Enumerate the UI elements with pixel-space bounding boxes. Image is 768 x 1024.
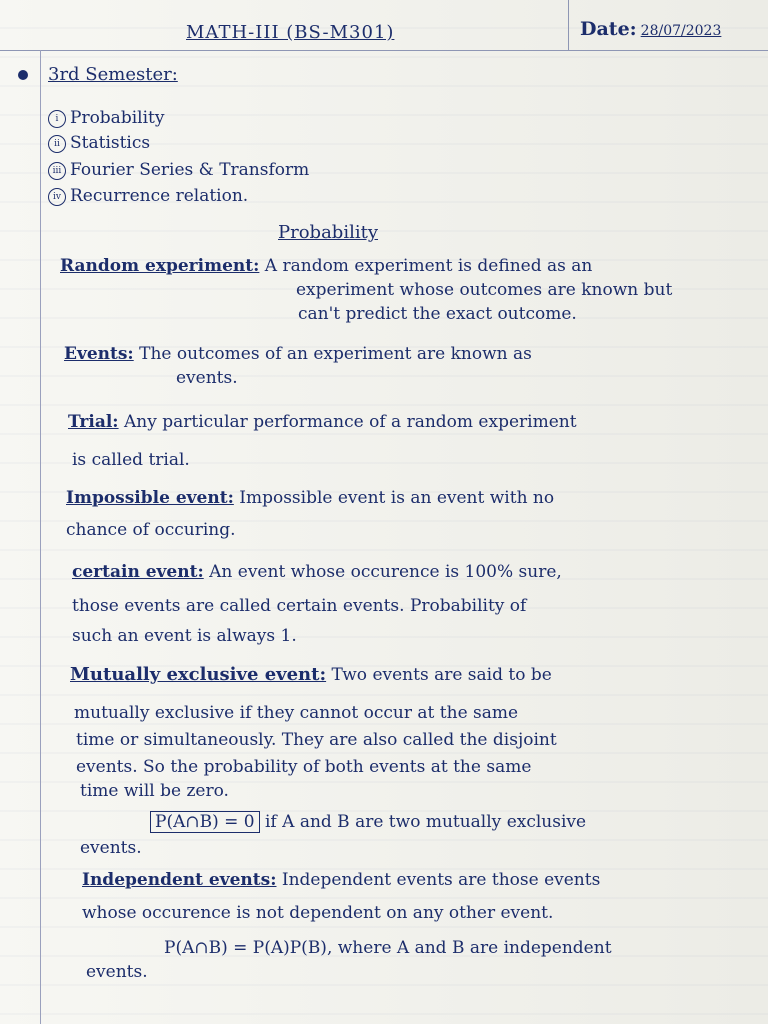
date-separator: [568, 0, 569, 50]
item-label: Recurrence relation.: [70, 186, 249, 206]
date-field: [580, 18, 721, 40]
definition-line: chance of occuring.: [66, 520, 236, 540]
definition-line: experiment whose outcomes are known but: [296, 280, 673, 300]
definition-events: [64, 344, 532, 364]
definition-text: Impossible event is an event with no: [239, 488, 555, 508]
semester-title: 3rd Semester:: [48, 64, 178, 85]
definition-line: time or simultaneously. They are also called the disjoint: [76, 730, 557, 750]
term: Mutually exclusive event:: [70, 664, 327, 685]
boxed-formula: P(A∩B) = 0: [150, 811, 260, 833]
definition-text: The outcomes of an experiment are known as: [139, 344, 532, 364]
item-number: i: [48, 110, 66, 128]
term: Independent events:: [82, 870, 277, 890]
term: Random experiment:: [60, 256, 260, 276]
definition-text: A random experiment is defined as an: [264, 256, 593, 276]
definition-trial: [68, 412, 577, 432]
header-rule: [0, 50, 768, 51]
definition-independent: [82, 870, 600, 890]
definition-line: events.: [176, 368, 238, 388]
course-title: MATH-III (BS-M301): [186, 22, 395, 43]
term: certain event:: [72, 562, 204, 582]
definition-line: is called trial.: [72, 450, 190, 470]
definition-line: can't predict the exact outcome.: [298, 304, 577, 324]
item-number: iv: [48, 188, 66, 206]
definition-line: such an event is always 1.: [72, 626, 297, 646]
definition-line: events. So the probability of both events at the same: [76, 757, 532, 777]
formula-text: if A and B are two mutually exclusive: [265, 812, 587, 832]
definition-line: those events are called certain events. Probability of: [72, 596, 527, 616]
item-label: Probability: [70, 108, 165, 128]
definition-text: Two events are said to be: [331, 665, 552, 685]
date-value: 28/07/2023: [640, 23, 722, 39]
item-number: iii: [48, 162, 66, 180]
margin-rule: [40, 50, 41, 1024]
term: Impossible event:: [66, 488, 234, 508]
item-label: Statistics: [70, 133, 151, 153]
definition-random: [60, 256, 592, 276]
definition-text: Independent events are those events: [281, 870, 601, 890]
definition-text: An event whose occurence is 100% sure,: [209, 562, 562, 582]
semester-item: [48, 108, 164, 128]
term: Events:: [64, 344, 134, 364]
definition-certain: [72, 562, 562, 582]
definition-mutual: [70, 664, 552, 685]
definition-line: mutually exclusive if they cannot occur at the same: [74, 703, 519, 723]
definition-text: Any particular performance of a random experiment: [123, 412, 577, 432]
definition-line: time will be zero.: [80, 781, 229, 801]
definition-line: events.: [80, 838, 142, 858]
date-label: Date:: [580, 18, 637, 40]
semester-item: [48, 133, 150, 153]
semester-item: [48, 186, 248, 206]
semester-item: [48, 160, 309, 180]
definition-impossible: [66, 488, 554, 508]
term: Trial:: [68, 412, 119, 432]
definition-line: whose occurence is not dependent on any other event.: [82, 903, 554, 923]
formula-independent: P(A∩B) = P(A)P(B), where A and B are independent: [164, 938, 612, 958]
definition-line: events.: [86, 962, 148, 982]
item-number: ii: [48, 135, 66, 153]
item-label: Fourier Series & Transform: [70, 160, 310, 180]
bullet-dot: [18, 70, 28, 80]
formula-mutual: [150, 812, 586, 832]
section-title: Probability: [278, 222, 379, 243]
